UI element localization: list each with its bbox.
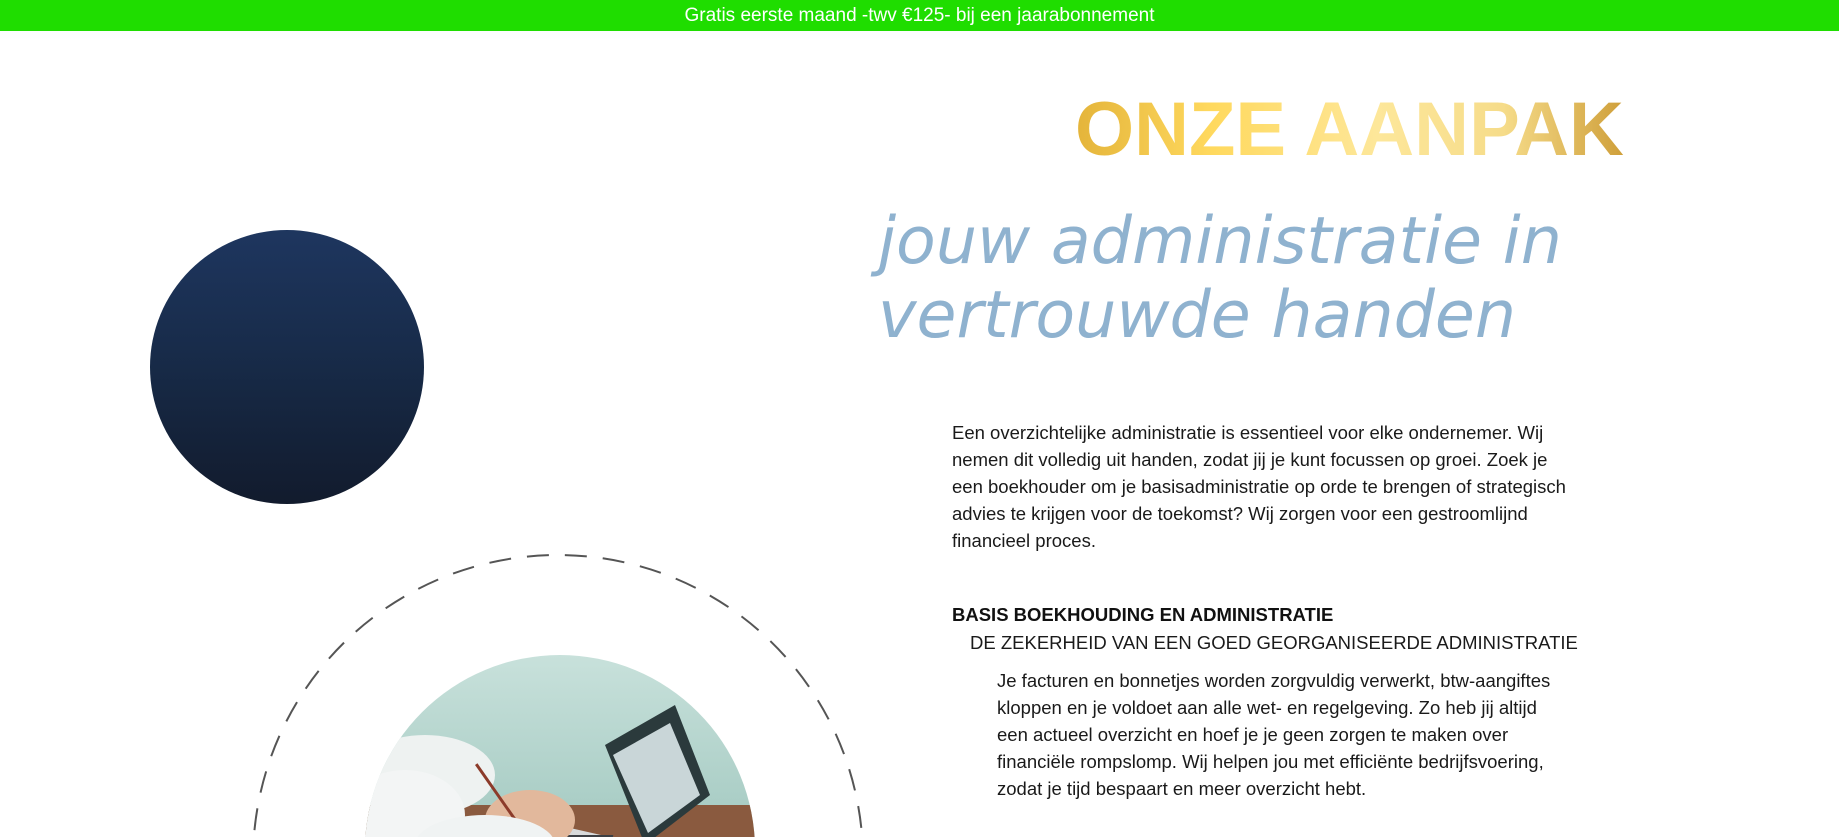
decorative-navy-circle [150, 230, 424, 504]
promo-banner[interactable] [0, 0, 1839, 31]
hero-subtitle: jouw administratie in vertrouwde handen [878, 204, 1562, 353]
service-subtitle: DE ZEKERHEID VAN EEN GOED GEORGANISEERDE ADMINISTRATIE [970, 632, 1578, 653]
intro-paragraph: Een overzichtelijke administratie is essentieel voor elke ondernemer. Wij nemen dit volledig uit handen, zodat jij je kunt focussen op groei. Zoek je een boekhouder om je basisadministratie op orde te brengen of strategisch advies te krijgen voor de toekomst? Wij zorgen voor een gestroomlijnd financieel proces. [952, 422, 1566, 551]
service-title: BASIS BOEKHOUDING EN ADMINISTRATIE [952, 604, 1334, 625]
page-heading: ONZE AANPAK [1075, 87, 1624, 172]
service-description: Je facturen en bonnetjes worden zorgvuldig verwerkt, btw-aangiftes kloppen en je voldoet aan alle wet- en regelgeving. Zo heb jij altijd een actueel overzicht en hoef je je geen zorgen te maken over financiële rompslomp. Wij helpen jou met efficiënte bedrijfsvoering, zodat je tijd bespaart en meer overzicht hebt. [997, 670, 1551, 799]
promo-text: Gratis eerste maand -twv €125- bij een jaarabonnement [684, 4, 1155, 26]
